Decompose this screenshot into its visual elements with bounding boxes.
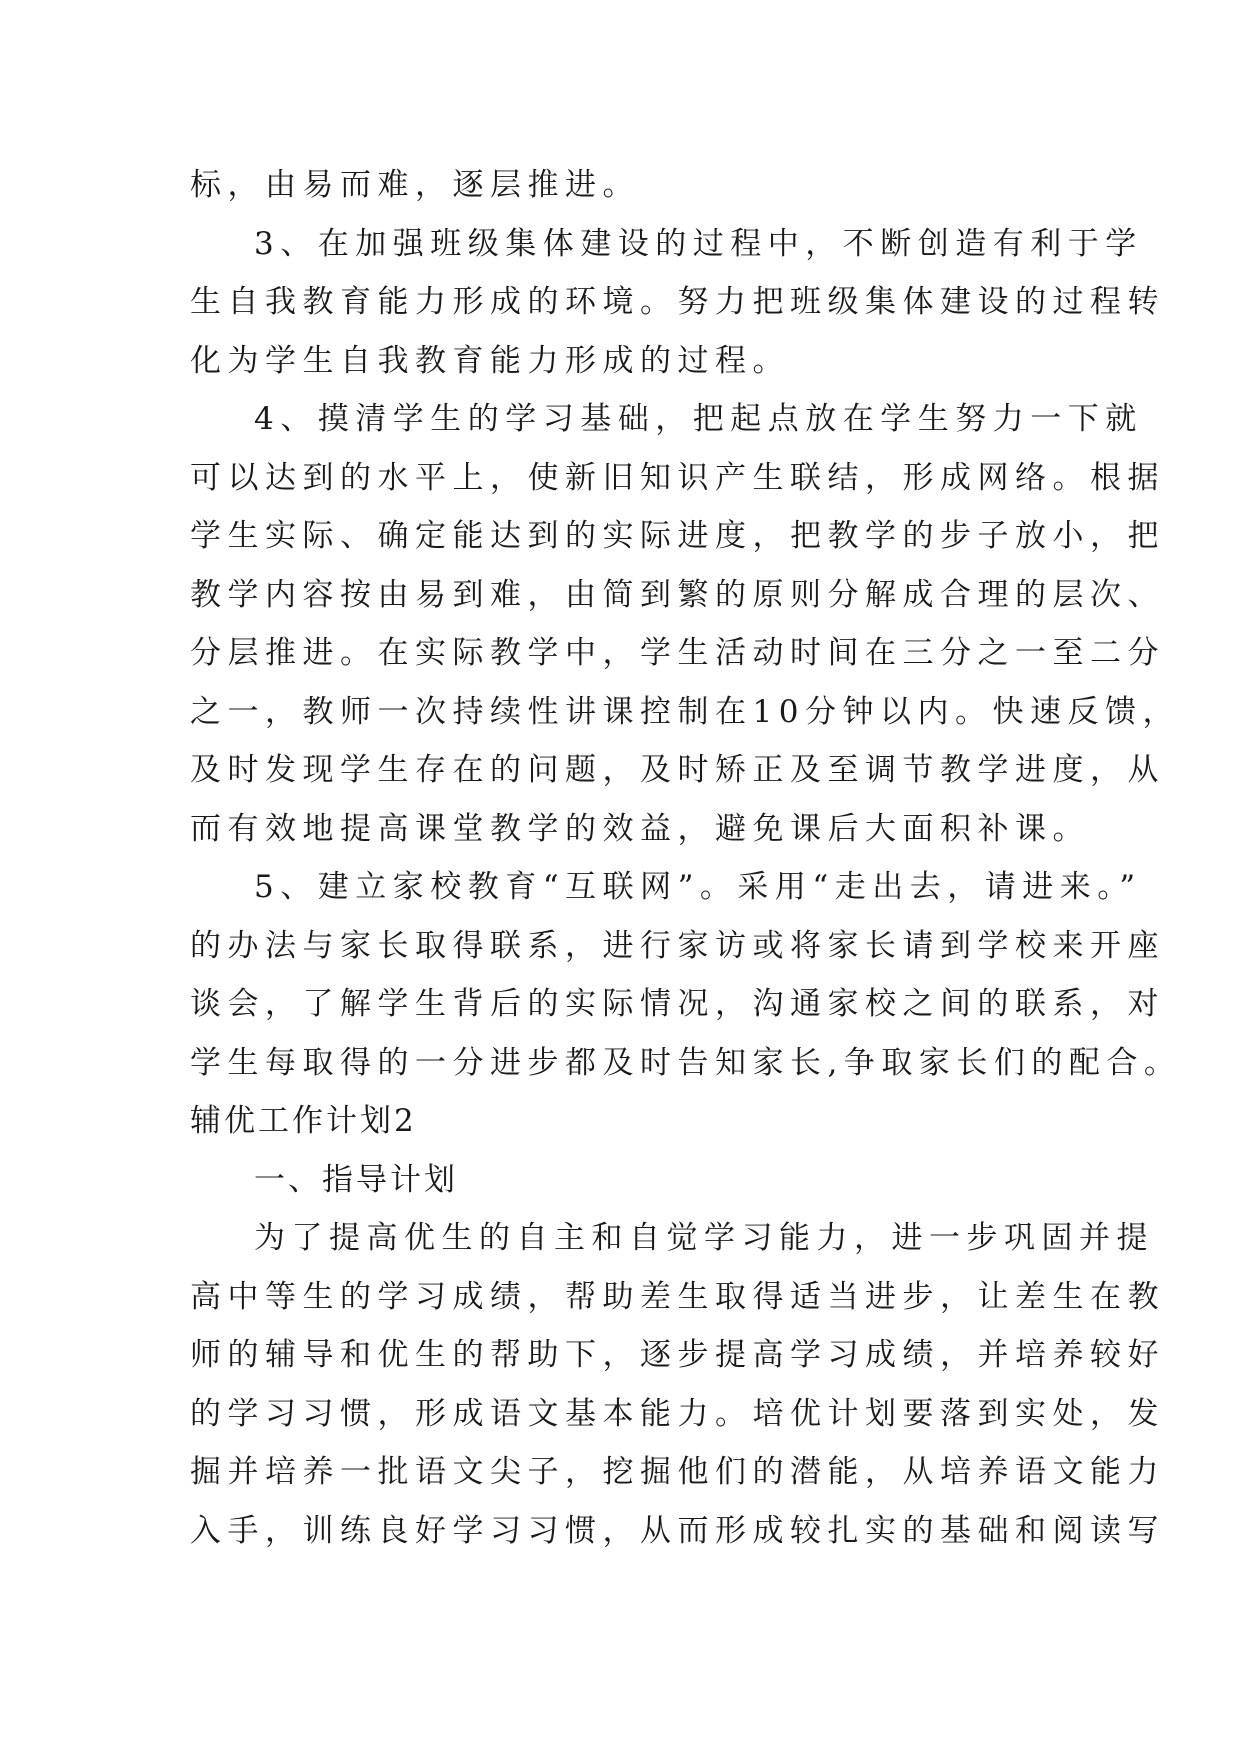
text-line: 入手，训练良好学习习惯，从而形成较扎实的基础和阅读写 (190, 1512, 1165, 1549)
text-line: 可以达到的水平上，使新旧知识产生联结，形成网络。根据 (190, 459, 1165, 496)
text-line: 分层推进。在实际教学中，学生活动时间在三分之一至二分 (190, 635, 1165, 671)
text-line: 师的辅导和优生的帮助下，逐步提高学习成绩，并培养较好 (190, 1337, 1165, 1373)
text-line: 化为学生自我教育能力形成的过程。 (190, 342, 790, 379)
text-line: 教学内容按由易到难，由简到繁的原则分解成合理的层次、 (190, 576, 1165, 613)
subsection-heading: 一、指导计划 (254, 1161, 458, 1198)
text-line: 掘并培养一批语文尖子，挖掘他们的潜能，从培养语文能力 (190, 1454, 1165, 1490)
text-line: 的学习习惯，形成语文基本能力。培优计划要落到实处，发 (190, 1395, 1165, 1432)
text-line: 学生实际、确定能达到的实际进度，把教学的步子放小，把 (190, 518, 1165, 554)
paragraph-start: 为了提高优生的自主和自觉学习能力，进一步巩固并提 (254, 1220, 1154, 1256)
document-body (190, 156, 1182, 1560)
paragraph-4-start: 4、摸清学生的学习基础，把起点放在学生努力一下就 (254, 401, 1143, 437)
text-line: 及时发现学生存在的问题，及时矫正及至调节教学进度，从 (190, 752, 1165, 788)
text-line: 学生每取得的一分进步都及时告知家长,争取家长们的配合。 (190, 1044, 1182, 1081)
text-line: 高中等生的学习成绩，帮助差生取得适当进步，让差生在教 (190, 1278, 1165, 1315)
text-line: 之一，教师一次持续性讲课控制在10分钟以内。快速反馈， (190, 693, 1180, 730)
text-line: 标，由易而难，逐层推进。 (190, 167, 640, 203)
text-line: 的办法与家长取得联系，进行家访或将家长请到学校来开座 (190, 927, 1165, 964)
paragraph-3-start: 3、在加强班级集体建设的过程中，不断创造有利于学 (254, 225, 1143, 262)
text-line: 生自我教育能力形成的环境。努力把班级集体建设的过程转 (190, 284, 1165, 320)
paragraph-5-start: 5、建立家校教育“互联网”。采用“走出去，请进来。” (254, 869, 1142, 905)
text-line: 谈会，了解学生背后的实际情况，沟通家校之间的联系，对 (190, 986, 1165, 1022)
section-title: 辅优工作计划2 (190, 1103, 417, 1139)
text-line: 而有效地提高课堂教学的效益，避免课后大面积补课。 (190, 810, 1090, 847)
